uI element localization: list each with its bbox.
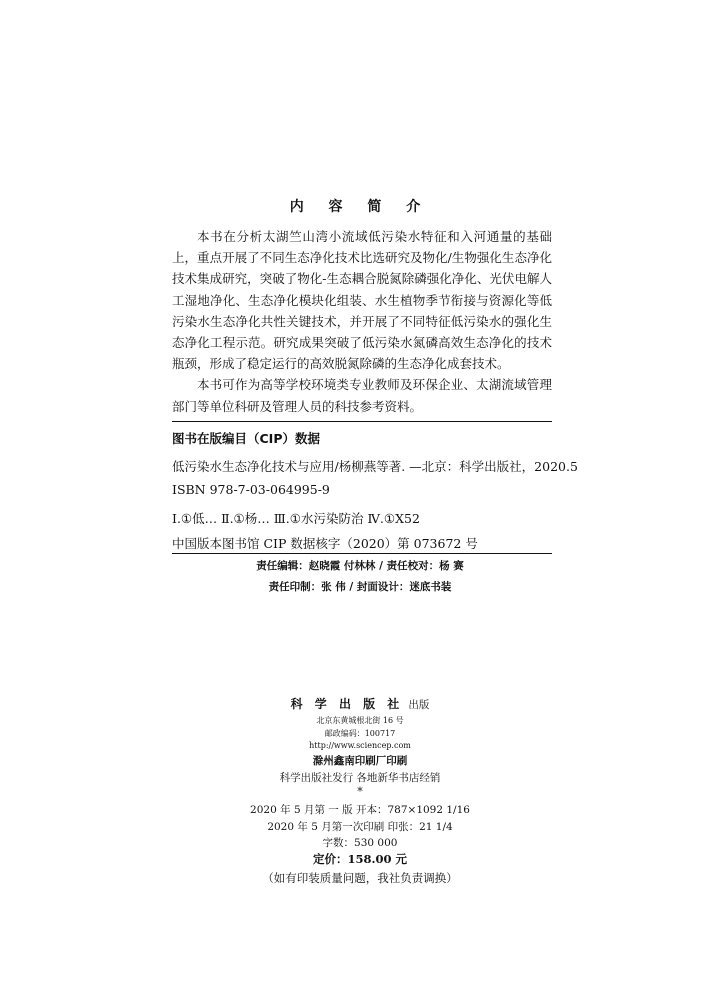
edition-line: 2020 年 5 月第 一 版 开本：787×1092 1/16 (250, 804, 470, 816)
summary-paragraph-2: 本书可作为高等学校环境类专业教师及环保企业、太湖流域管理部门等单位科研及管理人员的科技参考资料。 (172, 377, 552, 414)
cip-record-number: 中国版本图书馆 CIP 数据核字（2020）第 073672 号 (172, 536, 478, 551)
publisher-name-text: 科 学 出 版 社 (290, 697, 404, 711)
cip-isbn: ISBN 978-7-03-064995-9 (172, 482, 330, 497)
summary-paragraph-1: 本书在分析太湖竺山湾小流域低污染水特征和入河通量的基础上，重点开展了不同生态净化技术比选研究及物化/生物强化生态净化技术集成研究，突破了物化-生态耦合脱氮除磷强化净化、光伏电解人工湿地净化、生态净化模块化组装、水生植物季节衔接与资源化等低污染水生态净化共性关键技术，并开展了不同特征低污染水的强化生态净化工程示范。研究成果突破了低污染水氮磷高效生态净化的技术瓶颈，形成了稳定运行的高效脱氮除磷的生态净化成套技术。 (172, 229, 552, 372)
cip-top-rule (172, 421, 552, 422)
summary-title: 内 容 简 介 (289, 199, 431, 215)
cip-bottom-rule (172, 553, 552, 554)
publisher-postcode: 邮政编码：100717 (324, 729, 396, 738)
credits-editors: 责任编辑：赵晓霞 付林林 / 责任校对：杨 赛 (256, 560, 464, 572)
cip-heading: 图书在版编目（CIP）数据 (172, 431, 320, 446)
distribution-line: 科学出版社发行 各地新华书店经销 (279, 772, 441, 784)
separator-star: * (357, 785, 363, 798)
credits-production: 责任印制：张 伟 / 封面设计：迷底书装 (268, 581, 452, 593)
publisher-address: 北京东黄城根北街 16 号 (316, 716, 404, 725)
publisher-website: http://www.sciencep.com (309, 741, 411, 750)
printing-line: 2020 年 5 月第一次印刷 印张：21 1/4 (267, 821, 453, 833)
summary-body (172, 226, 552, 417)
price: 定价：158.00 元 (312, 852, 407, 866)
word-count: 字数：530 000 (322, 837, 398, 849)
publisher-name-suffix: 出版 (408, 699, 430, 711)
cip-title-line: 低污染水生态净化技术与应用/杨柳燕等著. —北京：科学出版社，2020.5 (172, 459, 578, 474)
cip-classification: Ⅰ.①低… Ⅱ.①杨… Ⅲ.①水污染防治 Ⅳ.①X52 (172, 511, 420, 526)
quality-notice: （如有印装质量问题，我社负责调换） (262, 871, 458, 885)
publisher-name (0, 693, 720, 712)
printer-line: 滁州鑫南印刷厂印刷 (312, 755, 408, 767)
